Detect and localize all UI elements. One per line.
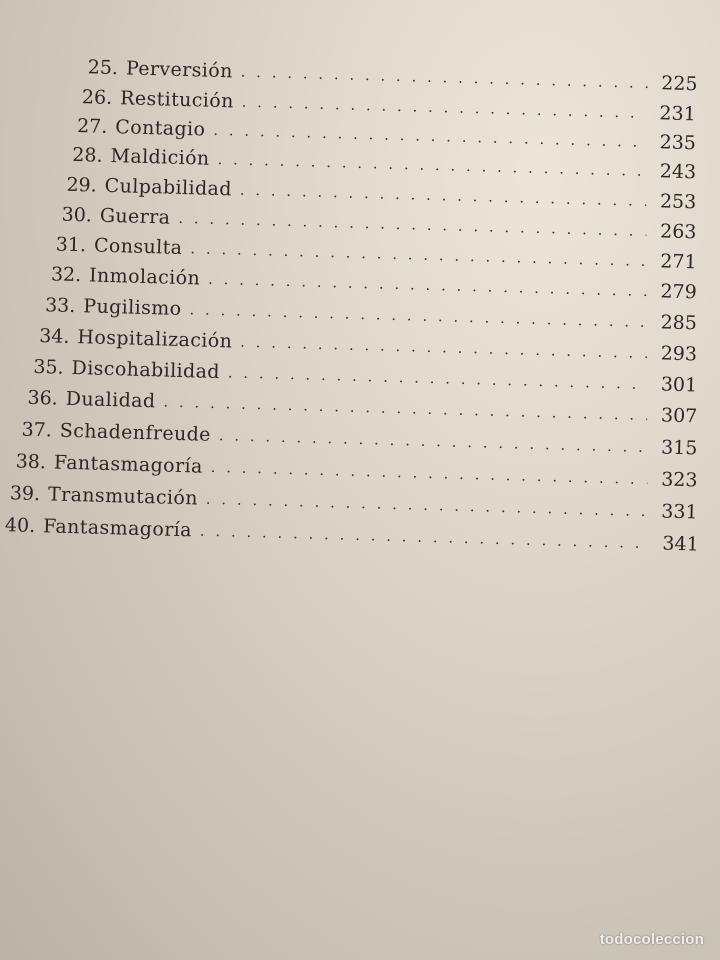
chapter-number: 27. xyxy=(76,115,108,138)
page-number: 301 xyxy=(660,373,698,397)
chapter-number: 39. xyxy=(9,482,41,506)
chapter-number: 26. xyxy=(81,86,113,109)
page-number: 307 xyxy=(660,404,698,428)
chapter-number: 33. xyxy=(44,294,76,318)
chapter-title: Dualidad xyxy=(65,387,156,413)
dot-leader xyxy=(241,63,648,92)
chapter-title: Guerra xyxy=(99,204,171,229)
chapter-title: Hospitalización xyxy=(77,326,233,353)
chapter-title: Maldición xyxy=(110,144,210,170)
chapter-title: Contagio xyxy=(115,116,206,141)
page-number: 231 xyxy=(659,102,697,126)
chapter-number: 25. xyxy=(87,56,119,80)
chapter-number: 28. xyxy=(72,143,103,167)
chapter-title: Schadenfreude xyxy=(59,419,212,446)
chapter-title: Inmolación xyxy=(88,264,201,290)
chapter-number: 36. xyxy=(27,386,59,410)
chapter-number: 38. xyxy=(15,450,47,474)
chapter-number: 40. xyxy=(4,514,36,537)
chapter-title: Culpabilidad xyxy=(104,174,233,201)
page-number: 315 xyxy=(660,436,698,460)
page-number: 235 xyxy=(659,131,697,155)
chapter-number: 34. xyxy=(38,325,70,348)
chapter-title: Fantasmagoría xyxy=(42,515,193,542)
page-number: 331 xyxy=(661,500,698,524)
page-number: 243 xyxy=(659,160,697,184)
chapter-number: 37. xyxy=(21,418,53,442)
page-number: 341 xyxy=(662,532,700,556)
watermark-logo: todocoleccion xyxy=(599,931,704,948)
chapter-number: 32. xyxy=(50,263,82,287)
page-number: 253 xyxy=(659,190,697,214)
table-of-contents xyxy=(0,40,720,580)
chapter-number: 35. xyxy=(33,355,64,379)
page-number: 279 xyxy=(660,280,698,304)
chapter-title: Perversión xyxy=(125,57,234,83)
chapter-title: Fantasmagoría xyxy=(53,451,204,478)
chapter-title: Discohabilidad xyxy=(71,356,221,384)
page-number: 263 xyxy=(659,220,697,244)
chapter-title: Restitución xyxy=(119,87,235,113)
chapter-number: 30. xyxy=(61,203,93,227)
chapter-number: 29. xyxy=(66,173,98,197)
chapter-title: Transmutación xyxy=(47,483,199,510)
page-number: 271 xyxy=(660,250,697,274)
chapter-title: Pugilismo xyxy=(83,295,182,320)
chapter-number: 31. xyxy=(55,233,87,257)
page-number: 293 xyxy=(660,342,698,366)
chapter-title: Consulta xyxy=(93,234,183,259)
page-number: 323 xyxy=(660,468,698,492)
page-number: 225 xyxy=(660,72,698,96)
page-number: 285 xyxy=(660,311,698,335)
